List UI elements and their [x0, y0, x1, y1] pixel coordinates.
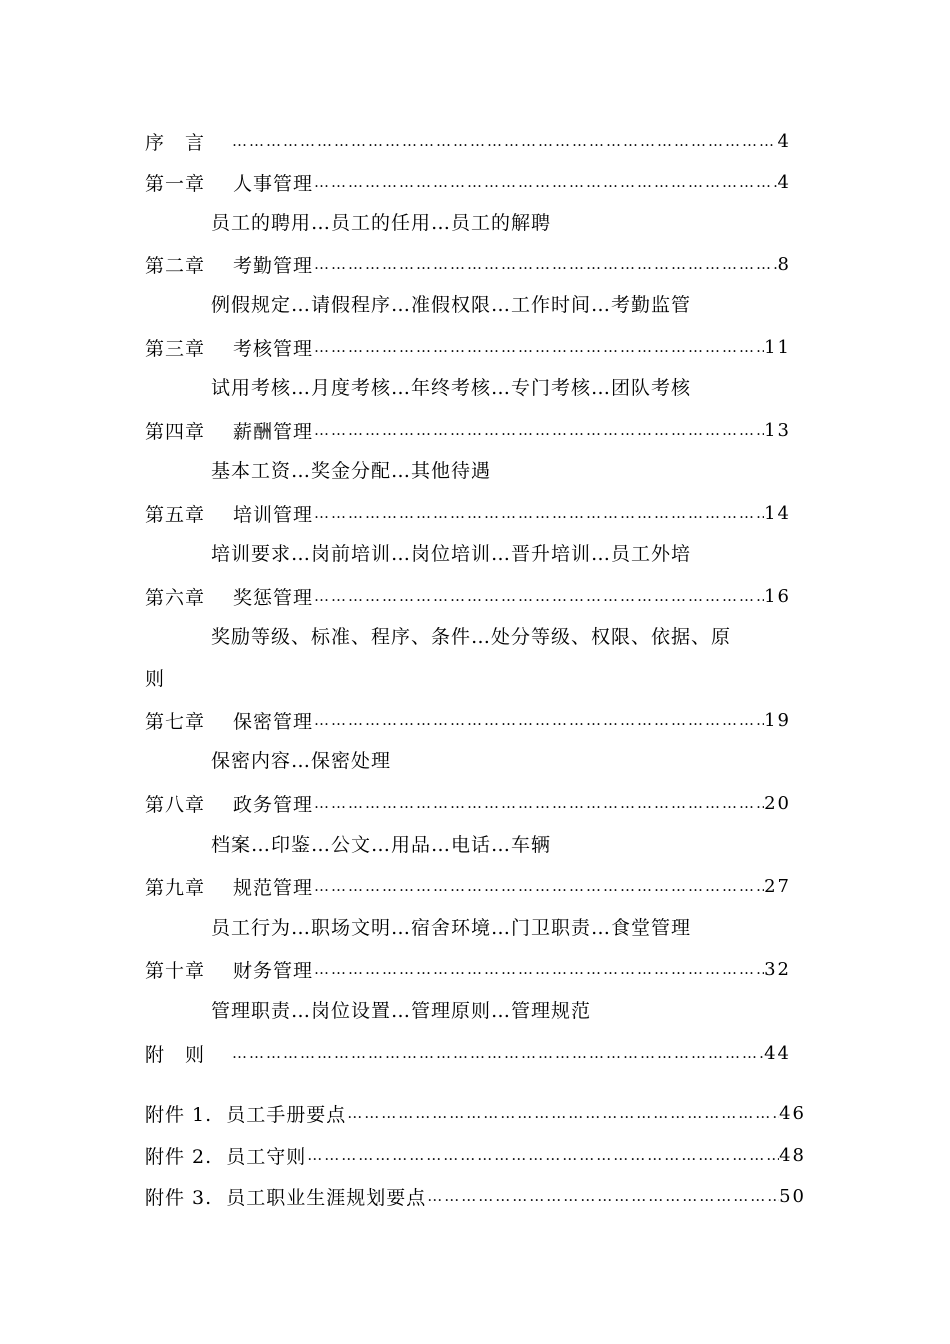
chapter-number: 第四章: [145, 420, 206, 443]
dot-leader: [313, 173, 778, 191]
dot-leader: [426, 1187, 779, 1205]
dot-leader: [313, 421, 764, 439]
dot-leader: [313, 711, 764, 729]
dot-leader: [346, 1104, 779, 1122]
chapter-number: 第三章: [145, 337, 206, 360]
toc-entry-chapter-4[interactable]: [145, 415, 791, 445]
chapter-name: 规范管理: [233, 876, 314, 899]
toc-entry-attachment-1[interactable]: [145, 1098, 806, 1128]
chapter-subtopics: 档案…印鉴…公文…用品…电话…车辆: [211, 834, 552, 856]
chapter-subtopics: 培训要求…岗前培训…岗位培训…晋升培训…员工外培: [211, 543, 692, 565]
chapter-subtopics: 奖励等级、标准、程序、条件…处分等级、权限、依据、原: [211, 626, 732, 648]
chapter-name: 财务管理: [233, 959, 314, 982]
dot-leader: [313, 587, 764, 605]
page-number: 13: [764, 419, 791, 441]
page-number: 11: [764, 336, 791, 358]
dot-leader: [313, 504, 764, 522]
dot-leader: [313, 338, 764, 356]
toc-entry-chapter-9[interactable]: [145, 871, 791, 901]
chapter-number: 第二章: [145, 254, 206, 277]
page-number: 19: [764, 709, 791, 731]
toc-entry-chapter-6[interactable]: [145, 581, 791, 611]
chapter-number: 第五章: [145, 503, 206, 526]
page-number: 48: [779, 1144, 806, 1166]
page-number: 20: [764, 792, 791, 814]
entry-title: 附件 2. 员工守则: [145, 1145, 307, 1168]
dot-leader: [313, 877, 764, 895]
chapter-subtopics: 例假规定…请假程序…准假权限…工作时间…考勤监管: [211, 294, 692, 316]
chapter-name: 奖惩管理: [233, 586, 314, 609]
chapter-subtopics: 管理职责…岗位设置…管理原则…管理规范: [211, 1000, 592, 1022]
chapter-subtopics-wrap: 则: [145, 668, 165, 690]
chapter-name: 人事管理: [233, 172, 314, 195]
dot-leader: [313, 255, 778, 273]
chapter-number: 第十章: [145, 959, 206, 982]
chapter-name: 政务管理: [233, 793, 314, 816]
chapter-name: 保密管理: [233, 710, 314, 733]
toc-entry-chapter-7[interactable]: [145, 705, 791, 735]
dot-leader: [313, 960, 764, 978]
page-number: 50: [779, 1185, 806, 1207]
toc-entry-attachment-2[interactable]: [145, 1140, 806, 1170]
toc-entry-chapter-2[interactable]: [145, 249, 791, 279]
entry-title: 附件 3. 员工职业生涯规划要点: [145, 1186, 427, 1209]
toc-entry-preface[interactable]: [145, 126, 791, 156]
toc-entry-chapter-1[interactable]: [145, 167, 791, 197]
chapter-number: 第九章: [145, 876, 206, 899]
page-number: 27: [764, 875, 791, 897]
dot-leader: [231, 1044, 764, 1062]
toc-entry-chapter-3[interactable]: [145, 332, 791, 362]
dot-leader: [231, 132, 778, 150]
chapter-number: 第七章: [145, 710, 206, 733]
entry-title: 附 则: [145, 1043, 206, 1066]
chapter-subtopics: 员工行为…职场文明…宿舍环境…门卫职责…食堂管理: [211, 917, 692, 939]
page-number: 4: [777, 171, 791, 193]
chapter-subtopics: 员工的聘用…员工的任用…员工的解聘: [211, 212, 552, 234]
chapter-number: 第一章: [145, 172, 206, 195]
entry-title: 序 言: [145, 131, 206, 154]
page-number: 14: [764, 502, 791, 524]
dot-leader: [306, 1146, 779, 1164]
toc-entry-appendix[interactable]: [145, 1038, 791, 1068]
chapter-number: 第八章: [145, 793, 206, 816]
toc-entry-chapter-10[interactable]: [145, 954, 791, 984]
page-number: 8: [777, 253, 791, 275]
toc-entry-chapter-8[interactable]: [145, 788, 791, 818]
chapter-name: 考勤管理: [233, 254, 314, 277]
chapter-subtopics: 基本工资…奖金分配…其他待遇: [211, 460, 492, 482]
chapter-subtopics: 保密内容…保密处理: [211, 750, 392, 772]
page-number: 16: [764, 585, 791, 607]
chapter-subtopics: 试用考核…月度考核…年终考核…专门考核…团队考核: [211, 377, 692, 399]
chapter-name: 薪酬管理: [233, 420, 314, 443]
page-number: 4: [777, 130, 791, 152]
chapter-name: 考核管理: [233, 337, 314, 360]
dot-leader: [313, 794, 764, 812]
entry-title: 附件 1. 员工手册要点: [145, 1103, 347, 1126]
toc-entry-chapter-5[interactable]: [145, 498, 791, 528]
page-number: 46: [779, 1102, 806, 1124]
page-number: 44: [764, 1042, 791, 1064]
chapter-number: 第六章: [145, 586, 206, 609]
page-number: 32: [764, 958, 791, 980]
toc-entry-attachment-3[interactable]: [145, 1181, 806, 1211]
chapter-name: 培训管理: [233, 503, 314, 526]
